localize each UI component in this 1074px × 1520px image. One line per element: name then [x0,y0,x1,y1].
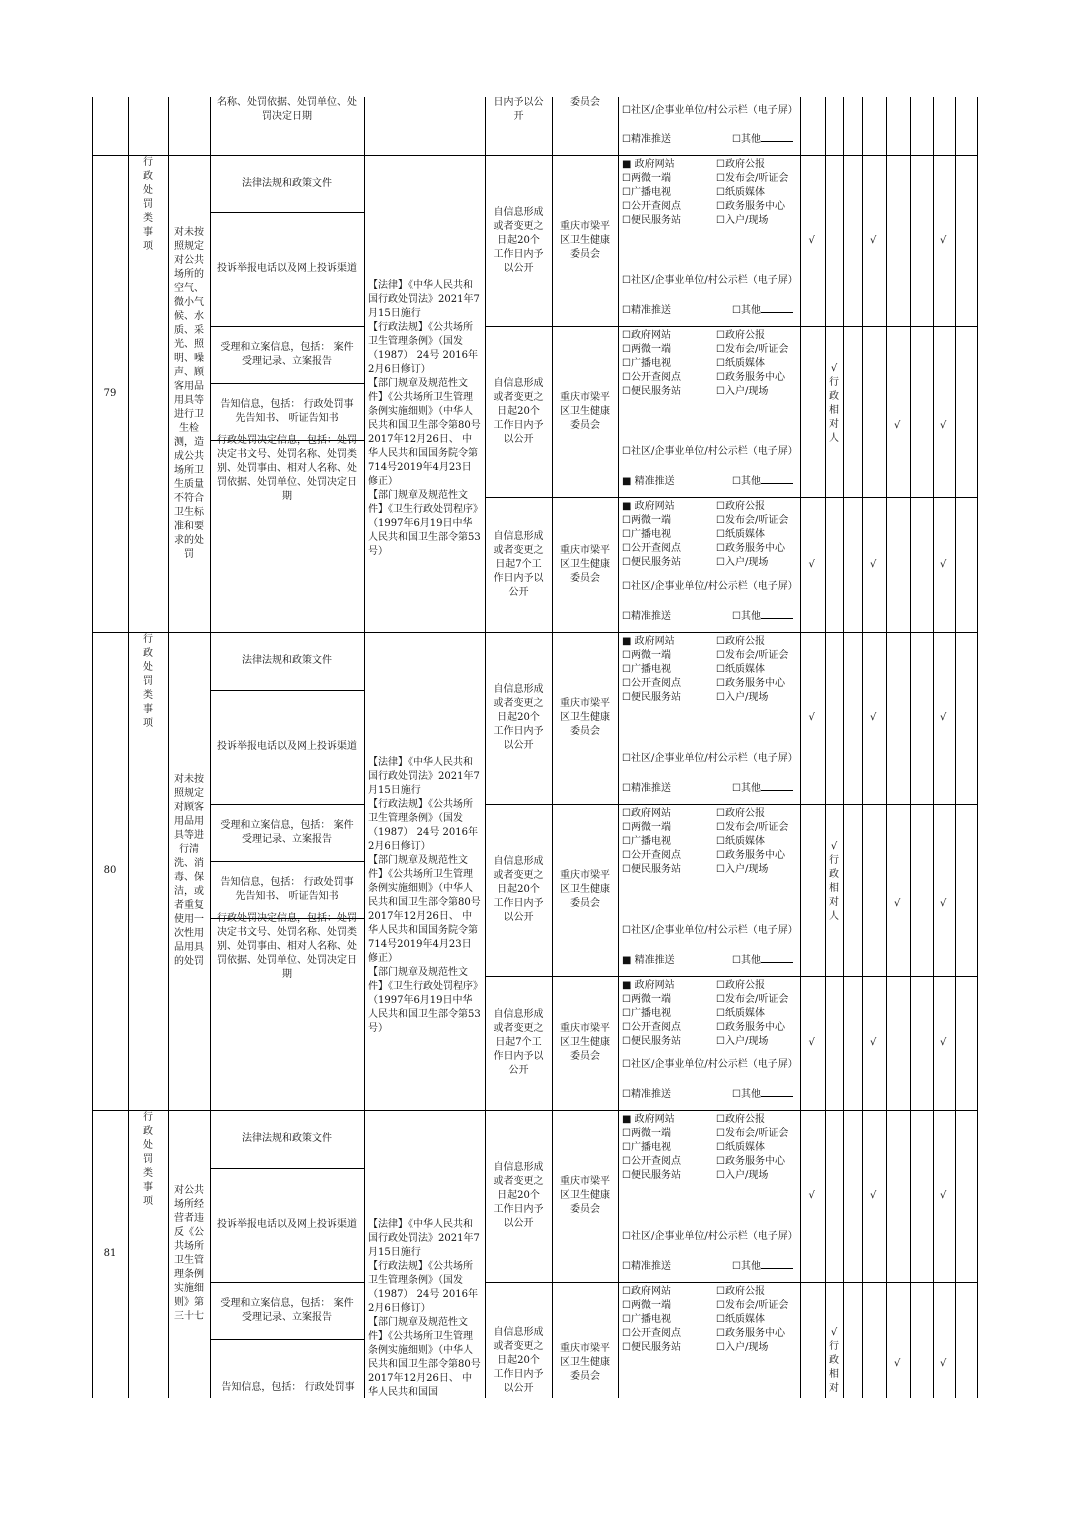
channel-option: ☐两微一端 [622,344,671,355]
other-blank [761,782,793,791]
tick-mark: √ [870,1037,877,1048]
channel-option: ☐纸质媒体 [716,1142,765,1153]
channel-option-other: ☐其他 [732,1260,793,1274]
channel-option: ☐政府网站 [622,1286,671,1297]
content-label: 投诉举报电话以及网上投诉渠道 [217,263,357,274]
channel-option: ☐广播电视 [622,1008,671,1019]
column-line-2 [168,97,169,1398]
channel-option: ☐便民服务站 [622,864,681,875]
content-label: 行政处罚决定信息，包括：处罚决定书文号、处罚名称、处罚类别、处罚事由、相对人名称、处罚依据、处罚单位、处罚决定日期 [217,913,357,980]
partial-timeline: 日内予以公开 [493,97,544,122]
other-blank [761,1260,793,1269]
item-number: 80 [103,865,117,876]
channel-option: ☐两微一端 [622,173,671,184]
channel-option: ☐广播电视 [622,664,671,675]
tick-mark: √ [940,1037,947,1048]
content-label: 投诉举报电话以及网上投诉渠道 [217,1219,357,1230]
channel-option: ☐政府公报 [716,159,765,170]
channel-option-community: ☐社区/企事业单位/村公示栏（电子屏） [622,1231,798,1242]
content-label: 受理和立案信息，包括： 案件受理记录、立案报告 [220,341,354,367]
channel-option: ☐政务服务中心 [716,1328,785,1339]
timeline: 自信息形成或者变更之日起7个工作日内予以公开 [493,530,544,598]
channel-option: ☐入户/现场 [716,692,769,703]
channel-option-community: ☐社区/企事业单位/村公示栏（电子屏） [622,581,798,592]
column-line-6 [552,97,553,1398]
channel-option-push: ☐精准推送 [622,783,671,794]
column-line-14 [933,97,934,1398]
channel-option: ☐入户/现场 [716,1342,769,1353]
tick-mark: √ [894,419,901,431]
channel-option: ☐发布会/听证会 [716,173,789,184]
channel-option: ☐政府网站 [622,808,671,819]
target-party: √行政相对人 [829,841,839,922]
channel-option-other: ☐其他 [732,475,793,489]
content-label: 告知信息，包括： 行政处罚事 [221,1382,355,1393]
tick-mark: √ [808,1190,815,1201]
tick-mark: √ [894,1358,901,1369]
channel-option: ☐发布会/听证会 [716,822,789,833]
channel-option: ☐公开查阅点 [622,678,681,689]
channel-option: ☐广播电视 [622,1314,671,1325]
subject: 重庆市梁平区卫生健康委员会 [560,1176,610,1215]
content-label: 投诉举报电话以及网上投诉渠道 [217,741,357,752]
channel-option: ☐纸质媒体 [716,1008,765,1019]
content-label: 法律法规和政策文件 [242,177,332,189]
timeline: 自信息形成或者变更之日起20个工作日内予以公开 [493,377,544,445]
column-line-8 [800,97,801,1398]
channel-option: ☐政府公报 [716,1114,765,1125]
channel-option: ☐广播电视 [622,1142,671,1153]
item-description: 对未按照规定对顾客用品用具等进行清洗、消毒、保洁，或者重复使用一次性用品用具的处罚 [174,774,204,967]
channel-option: ☐政务服务中心 [716,201,785,212]
channel-option: ■ 政府网站 [622,501,675,512]
channel-option: ☐便民服务站 [622,692,681,703]
item-category: 行政处罚类事项 [143,157,153,252]
channel-option-push: ☐精准推送 [622,305,671,316]
column-line-16 [977,97,978,1398]
channel-option: ☐公开查阅点 [622,1022,681,1033]
tick-mark: √ [940,1358,947,1369]
channel-option: ☐公开查阅点 [622,850,681,861]
channel-option: ☐政府网站 [622,330,671,341]
channel-option: ☐发布会/听证会 [716,515,789,526]
content-label: 受理和立案信息，包括： 案件受理记录、立案报告 [220,819,354,845]
channel-option: ☐入户/现场 [716,1036,769,1047]
item-category: 行政处罚类事项 [143,1112,153,1207]
other-blank [761,954,793,963]
column-line-10 [843,97,844,1398]
column-line-4 [364,97,365,1398]
item-category: 行政处罚类事项 [143,634,153,729]
legal-basis: 【法律】《中华人民共和国行政处罚法》2021年7月15日施行 【行政法规】《公共场所卫生管理条例》（国发（1987） 24号 2016年2月6日修订） 【部门规章及规范性文件】《公共场所卫生管理条例实施细则》（中华人民共和国卫生部令第80号 2017年12月26日、 中华人民共和国国务院令第714号2019年4月23日修正） 【部门规章及规范性文件】《卫生行政处罚程序》（1997年6月19日中华人民共和国卫生部令第53号） [368,280,481,557]
channel-option: ☐便民服务站 [622,215,681,226]
channel-option: ☐政务服务中心 [716,543,785,554]
channel-option: ☐政府公报 [716,330,765,341]
timeline: 自信息形成或者变更之日起20个工作日内予以公开 [493,206,544,274]
channel-option: ☐入户/现场 [716,1170,769,1181]
channel-option: ☐两微一端 [622,822,671,833]
other-blank [761,304,793,313]
channel-option: ☐政务服务中心 [716,678,785,689]
channel-option: ☐政府公报 [716,808,765,819]
channel-option: ■ 政府网站 [622,636,675,647]
channel-option-other: ☐其他 [732,304,793,318]
other-blank [761,1088,793,1097]
channel-option: ☐纸质媒体 [716,358,765,369]
channel-option: ☐入户/现场 [716,864,769,875]
subject: 重庆市梁平区卫生健康委员会 [560,870,610,909]
column-line-1 [128,97,129,1398]
channel-option-other: ☐其他 [732,954,793,968]
channel-option: ☐政府公报 [716,501,765,512]
channel-option: ☐政务服务中心 [716,372,785,383]
tick-mark: √ [870,558,877,570]
channel-option: ☐纸质媒体 [716,187,765,198]
channel-option: ☐政务服务中心 [716,850,785,861]
content-label: 受理和立案信息，包括： 案件受理记录、立案报告 [220,1297,354,1323]
channel-option: ☐发布会/听证会 [716,650,789,661]
timeline: 自信息形成或者变更之日起20个工作日内予以公开 [493,1327,544,1394]
channel-option-push: ■ 精准推送 [622,955,675,966]
column-line-13 [910,97,911,1398]
column-line-11 [862,97,863,1398]
channel-option: ☐便民服务站 [622,386,681,397]
channel-option-community: ☐社区/企事业单位/村公示栏（电子屏） [622,925,798,936]
partial-subject: 委员会 [570,97,600,108]
channel-option: ☐广播电视 [622,836,671,847]
channel-option: ☐广播电视 [622,187,671,198]
timeline: 自信息形成或者变更之日起20个工作日内予以公开 [493,1162,544,1229]
timeline: 自信息形成或者变更之日起20个工作日内予以公开 [493,856,544,923]
channel-option: ☐公开查阅点 [622,543,681,554]
column-line-5 [485,97,486,1398]
channel-option: ☐两微一端 [622,650,671,661]
channel-option: ☐发布会/听证会 [716,994,789,1005]
channel-option: ☐两微一端 [622,515,671,526]
channel-option: ☐政务服务中心 [716,1156,785,1167]
tick-mark: √ [808,558,815,570]
channel-option-community: ☐社区/企事业单位/村公示栏（电子屏） [622,105,798,116]
subrow-line [210,1339,364,1340]
channel-option: ☐便民服务站 [622,1170,681,1181]
channel-option: ☐便民服务站 [622,1342,681,1353]
channel-option-other: ☐其他 [732,610,793,624]
column-line-7 [618,97,619,1398]
channel-option: ☐纸质媒体 [716,1314,765,1325]
subject: 重庆市梁平区卫生健康委员会 [560,220,610,260]
tick-mark: √ [894,898,901,909]
channel-option-other: ☐其他 [732,1088,793,1102]
subject: 重庆市梁平区卫生健康委员会 [560,391,610,431]
channel-option-other: ☐其他 [732,133,793,147]
channel-option: ☐发布会/听证会 [716,1300,789,1311]
channel-option: ☐公开查阅点 [622,201,681,212]
legal-basis: 【法律】《中华人民共和国行政处罚法》2021年7月15日施行 【行政法规】《公共场所卫生管理条例》（国发（1987） 24号 2016年2月6日修订） 【部门规章及规范性文件】《公共场所卫生管理条例实施细则》（中华人民共和国卫生部令第80号 2017年12月26日、 中华人民共和国国务院令第714号2019年4月23日修正） 【部门规章及规范性文件】《卫生行政处罚程序》（1997年6月19日中华人民共和国卫生部令第53号） [368,757,481,1034]
content-label: 告知信息，包括： 行政处罚事先告知书、 听证告知书 [220,398,354,424]
channel-option: ☐广播电视 [622,529,671,540]
channel-option-community: ☐社区/企事业单位/村公示栏（电子屏） [622,275,798,286]
content-label: 行政处罚决定信息，包括：处罚决定书文号、处罚名称、处罚类别、处罚事由、相对人名称、处罚依据、处罚单位、处罚决定日期 [217,434,357,502]
channel-option: ☐两微一端 [622,1128,671,1139]
channel-option: ☐公开查阅点 [622,372,681,383]
channel-option: ☐入户/现场 [716,557,769,568]
item-number: 81 [103,1248,117,1259]
tick-mark: √ [870,712,877,723]
other-blank [761,475,793,484]
channel-option: ☐公开查阅点 [622,1328,681,1339]
channel-option: ☐便民服务站 [622,1036,681,1047]
legal-basis: 【法律】《中华人民共和国行政处罚法》2021年7月15日施行 【行政法规】《公共场所卫生管理条例》（国发（1987） 24号 2016年2月6日修订） 【部门规章及规范性文件】《公共场所卫生管理条例实施细则》（中华人民共和国卫生部令第80号 2017年12月26日、 中华人民共和国国 [368,1219,481,1398]
channel-option-push: ☐精准推送 [622,1089,671,1100]
tick-mark: √ [808,234,815,246]
timeline: 自信息形成或者变更之日起7个工作日内予以公开 [493,1009,544,1076]
channel-option-community: ☐社区/企事业单位/村公示栏（电子屏） [622,446,798,457]
tick-mark: √ [870,234,877,246]
item-description: 对未按照规定对公共场所的空气、微小气候、水质、采光、照明、噪声、顾客用品用具等进行卫生检测，造成公共场所卫生质量不符合卫生标准和要求的处罚 [174,226,204,560]
channel-option: ☐政府公报 [716,1286,765,1297]
column-line-12 [886,97,887,1398]
channel-option: ☐入户/现场 [716,386,769,397]
channel-option: ☐政务服务中心 [716,1022,785,1033]
tick-mark: √ [870,1190,877,1201]
channel-option: ☐两微一端 [622,994,671,1005]
channel-option-other: ☐其他 [732,782,793,796]
channel-option: ☐两微一端 [622,1300,671,1311]
tick-mark: √ [940,1190,947,1201]
subject: 重庆市梁平区卫生健康委员会 [560,1023,610,1062]
subject: 重庆市梁平区卫生健康委员会 [560,544,610,584]
channel-option: ☐政府公报 [716,980,765,991]
channel-option: ☐纸质媒体 [716,664,765,675]
channel-option: ■ 政府网站 [622,159,675,170]
column-line-3 [210,97,211,1398]
content-label: 告知信息，包括： 行政处罚事先告知书、 听证告知书 [220,876,354,902]
tick-mark: √ [940,712,947,723]
item-number: 79 [103,387,117,399]
channel-option-push: ☐精准推送 [622,1261,671,1272]
column-line-15 [955,97,956,1398]
tick-mark: √ [808,712,815,723]
content-label: 法律法规和政策文件 [242,1133,332,1144]
channel-option: ☐便民服务站 [622,557,681,568]
channel-option-push: ☐精准推送 [622,611,671,622]
tick-mark: √ [808,1037,815,1048]
channel-option-community: ☐社区/企事业单位/村公示栏（电子屏） [622,1059,798,1070]
channel-option-push: ■ 精准推送 [622,476,675,487]
column-line-9 [825,97,826,1398]
tick-mark: √ [940,898,947,909]
tick-mark: √ [940,419,947,431]
target-party: √行政相对人 [829,362,839,444]
channel-option: ☐政府公报 [716,636,765,647]
subject: 重庆市梁平区卫生健康委员会 [560,698,610,737]
tick-mark: √ [940,234,947,246]
subject: 重庆市梁平区卫生健康委员会 [560,1343,610,1382]
channel-option: ☐公开查阅点 [622,1156,681,1167]
channel-option: ■ 政府网站 [622,1114,675,1125]
item-description: 对公共场所经营者违反《公共场所卫生管理条例实施细则》第三十七 [174,1185,204,1322]
channel-option: ■ 政府网站 [622,980,675,991]
channel-option-push: ☐精准推送 [622,134,671,145]
tick-mark: √ [940,558,947,570]
channel-option-community: ☐社区/企事业单位/村公示栏（电子屏） [622,753,798,764]
partial-content: 名称、处罚依据、处罚单位、处罚决定日期 [217,97,357,122]
channel-option: ☐入户/现场 [716,215,769,226]
channel-option: ☐纸质媒体 [716,836,765,847]
channel-option: ☐纸质媒体 [716,529,765,540]
block-line [485,1282,977,1283]
content-label: 法律法规和政策文件 [242,655,332,666]
target-party: √行政相对 [829,1327,839,1394]
channel-option: ☐发布会/听证会 [716,344,789,355]
timeline: 自信息形成或者变更之日起20个工作日内予以公开 [493,684,544,751]
channel-option: ☐广播电视 [622,358,671,369]
other-blank [761,610,793,619]
channel-option: ☐发布会/听证会 [716,1128,789,1139]
